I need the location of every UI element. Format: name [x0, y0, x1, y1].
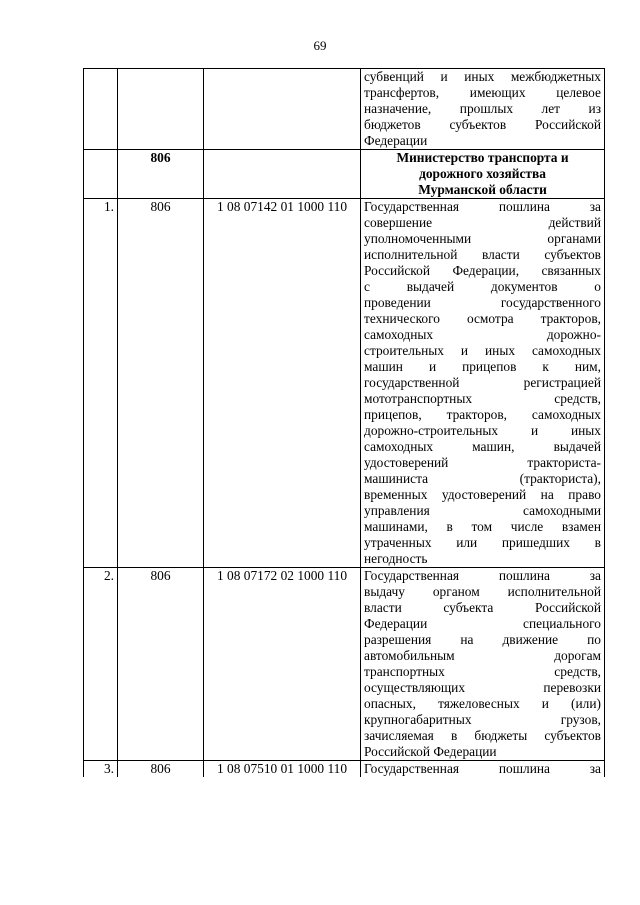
description-line: Российской Федерации, связанных [364, 263, 601, 278]
revenue-code-cell [204, 150, 361, 199]
revenue-code-cell [204, 69, 361, 150]
description-line: трансфертов, имеющих целевое [364, 85, 601, 100]
description-line: зачисляемая в бюджеты субъектов [364, 728, 601, 743]
admin-code-cell: 806 [118, 199, 204, 568]
description-line: Государственная пошлина за [364, 199, 601, 214]
description-line: выдачу органом исполнительной [364, 584, 601, 599]
table-row [84, 568, 605, 761]
revenue-code-cell: 1 08 07172 02 1000 110 [204, 568, 361, 761]
description-line: транспортных средств, [364, 664, 601, 679]
description-line: строительных и иных самоходных [364, 343, 601, 358]
description-line: бюджетов субъектов Российской [364, 117, 601, 132]
description-line: разрешения на движение по [364, 632, 601, 647]
admin-code-cell: 806 [118, 150, 204, 199]
admin-code-cell: 806 [118, 761, 204, 778]
description-line: мототранспортных средств, [364, 391, 601, 406]
description-line: Федерации специального [364, 616, 601, 631]
row-number-cell: 1. [84, 199, 118, 568]
page-number: 69 [313, 38, 327, 53]
description-line: временных удостоверений на право [364, 487, 601, 502]
description-cell [361, 761, 605, 778]
table-row [84, 69, 605, 150]
description-line: прицепов, тракторов, самоходных [364, 407, 601, 422]
description-line: Федерации [364, 133, 428, 148]
description-line: дорожно-строительных и иных [364, 423, 601, 438]
organization-name-line: Мурманской области [418, 182, 547, 197]
description-line: осуществляющих перевозки [364, 680, 601, 695]
table-row [84, 199, 605, 568]
description-line: Российской Федерации [364, 744, 497, 759]
description-line: самоходных дорожно- [364, 327, 601, 342]
description-line: машинами, в том числе взамен [364, 519, 601, 534]
revenue-code-cell: 1 08 07142 01 1000 110 [204, 199, 361, 568]
row-number-cell [84, 150, 118, 199]
description-line: исполнительной власти субъектов [364, 247, 601, 262]
description-line: технического осмотра тракторов, [364, 311, 601, 326]
description-line: автомобильным дорогам [364, 648, 601, 663]
description-line: уполномоченными органами [364, 231, 601, 246]
admin-code-cell: 806 [118, 568, 204, 761]
table-row [84, 150, 605, 199]
row-number-cell: 2. [84, 568, 118, 761]
row-number-cell [84, 69, 118, 150]
revenue-code-cell: 1 08 07510 01 1000 110 [204, 761, 361, 778]
description-line: Государственная пошлина за [364, 568, 601, 583]
description-line: утраченных или пришедших в [364, 535, 601, 550]
description-line: проведении государственного [364, 295, 601, 310]
organization-name-cell [361, 150, 605, 199]
description-line: с выдачей документов о [364, 279, 601, 294]
description-cell [361, 568, 605, 761]
row-number-cell: 3. [84, 761, 118, 778]
description-cell [361, 69, 605, 150]
revenue-codes-table [83, 68, 605, 777]
organization-name-line: Министерство транспорта и [396, 150, 569, 165]
description-line: крупногабаритных грузов, [364, 712, 601, 727]
description-line: субвенций и иных межбюджетных [364, 69, 601, 84]
table-row [84, 761, 605, 778]
admin-code-cell [118, 69, 204, 150]
description-line: власти субъекта Российской [364, 600, 601, 615]
description-cell [361, 199, 605, 568]
description-line: самоходных машин, выдачей [364, 439, 601, 454]
description-line: машиниста (тракториста), [364, 471, 601, 486]
description-line: машин и прицепов к ним, [364, 359, 601, 374]
description-line: государственной регистрацией [364, 375, 601, 390]
organization-name-line: дорожного хозяйства [419, 166, 546, 181]
description-line: совершение действий [364, 215, 601, 230]
description-line: назначение, прошлых лет из [364, 101, 601, 116]
description-line: управления самоходными [364, 503, 601, 518]
description-line: негодность [364, 551, 428, 566]
description-line: Государственная пошлина за [364, 761, 601, 776]
description-line: удостоверений тракториста- [364, 455, 601, 470]
description-line: опасных, тяжеловесных и (или) [364, 696, 601, 711]
